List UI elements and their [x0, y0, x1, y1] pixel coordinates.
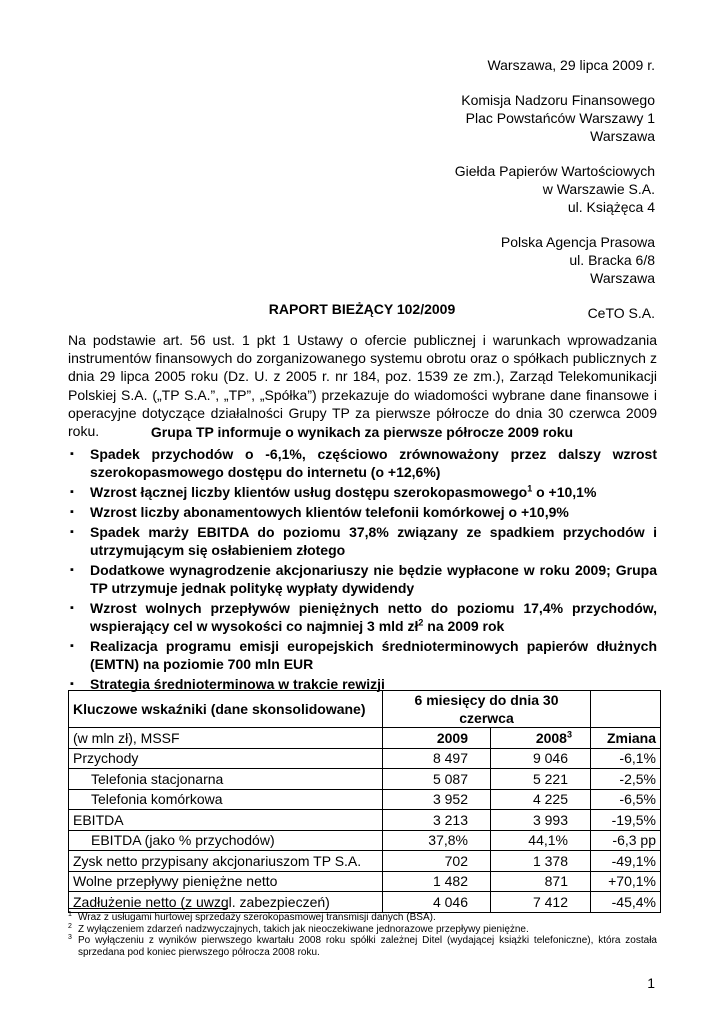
table-cell: -19,5% — [591, 810, 661, 831]
header-cell: 2009 — [383, 728, 491, 749]
bullet-text: Dodatkowe wynagrodzenie akcjonariuszy nie będzie wypłacone w roku 2009; Grupa TP utrzymuje jednak politykę wypłaty dywidendy — [90, 562, 657, 596]
table-header-row — [69, 691, 661, 728]
table-cell: Telefonia komórkowa — [69, 789, 383, 810]
recipient-block — [455, 162, 655, 216]
table-cell: 44,1% — [491, 830, 591, 851]
address-block — [455, 56, 655, 339]
table-row — [69, 748, 661, 769]
bullet-text: Wzrost liczby abonamentowych klientów telefonii komórkowej o +10,9% — [90, 504, 569, 520]
bullet-text: Spadek marży EBITDA do poziomu 37,8% związany ze spadkiem przychodów i utrzymującym się osłabieniem złotego — [90, 524, 657, 558]
bullet-icon: ▪ — [70, 640, 74, 652]
table-row — [69, 851, 661, 872]
table-cell: -6,3 pp — [591, 830, 661, 851]
table-cell: 37,8% — [383, 830, 491, 851]
footnote-text: Wraz z usługami hurtowej sprzedaży szerokopasmowej transmisji danych (BSA). — [78, 912, 436, 923]
bullet-icon: ▪ — [70, 678, 74, 690]
table-cell: 3 213 — [383, 810, 491, 831]
table-cell: 1 378 — [491, 851, 591, 872]
footnote-ref: 3 — [566, 729, 572, 740]
list-item — [68, 445, 657, 481]
table-cell: -49,1% — [591, 851, 661, 872]
address-line: Komisja Nadzoru Finansowego — [461, 92, 655, 108]
intro-paragraph: Na podstawie art. 56 ust. 1 pkt 1 Ustawy o ofercie publicznej i warunkach wprowadzania instrumentów finansowych do zorganizowanego systemu obrotu oraz o spółkach publicznych z dnia 29 lipca 2005 roku (Dz. U. z 2005 r. nr 184, poz. 1539 ze zm.), Zarząd Telekomunikacji Polskiej S.A. („TP S.A.”, „TP”, „Spółka”) przekazuje do wiadomości wybrane dane finansowe i operacyjne dotyczące działalności Grupy TP za pierwsze półrocze do dnia 30 czerwca 2009 roku. — [68, 332, 657, 440]
table-cell: Przychody — [69, 748, 383, 769]
footnotes — [68, 912, 657, 958]
bullet-icon: ▪ — [70, 506, 74, 518]
footnote: 3 Po wyłączeniu z wyników pierwszego kwartału 2008 roku spółki zależnej Ditel (wydającej książki telefoniczne), która została sprzedana pod koniec pierwszego półrocza 2008 roku. — [68, 934, 657, 958]
list-item — [68, 599, 657, 635]
header-cell: 6 miesięcy do dnia 30 czerwca — [383, 691, 591, 728]
recipient-block — [455, 91, 655, 145]
header-cell — [591, 691, 661, 728]
bullet-icon: ▪ — [70, 602, 74, 614]
table-cell: +70,1% — [591, 871, 661, 892]
table-row — [69, 789, 661, 810]
bullet-text: na 2009 rok — [423, 618, 505, 634]
table-cell: -2,5% — [591, 769, 661, 790]
footnote: 2 Z wyłączeniem zdarzeń nadzwyczajnych, takich jak nieoczekiwane jednorazowe przepływy pieniężne. — [68, 922, 529, 935]
table-cell: 5 221 — [491, 769, 591, 790]
address-line: Warszawa — [590, 270, 655, 286]
address-line: Giełda Papierów Wartościowych — [454, 163, 655, 179]
bullet-text: Spadek przychodów o -6,1%, częściowo zrównoważony przez dalszy wzrost szerokopasmowego dostępu do internetu (o +12,6%) — [90, 446, 657, 480]
table-cell: EBITDA — [69, 810, 383, 831]
bullet-text: Realizacja programu emisji europejskich średnioterminowych papierów dłużnych (EMTN) na poziomie 700 mln EUR — [90, 638, 657, 672]
table-cell: EBITDA (jako % przychodów) — [69, 830, 383, 851]
address-line: Warszawa — [590, 128, 655, 144]
report-title: RAPORT BIEŻĄCY 102/2009 — [268, 301, 456, 317]
table-cell: -45,4% — [591, 892, 661, 913]
list-item — [68, 561, 657, 597]
bullet-text: o +10,1% — [532, 484, 597, 500]
footnote-divider — [68, 908, 228, 909]
address-line: CeTO S.A. — [587, 305, 655, 321]
page-number: 1 — [647, 975, 655, 991]
bullet-icon: ▪ — [70, 448, 74, 460]
table-row — [69, 810, 661, 831]
table-cell: 4 225 — [491, 789, 591, 810]
table-header-row — [69, 728, 661, 749]
footnote-text: Z wyłączeniem zdarzeń nadzwyczajnych, takich jak nieoczekiwane jednorazowe przepływy pieniężne. — [78, 923, 529, 935]
table-cell: 871 — [491, 871, 591, 892]
table-cell: 4 046 — [383, 892, 491, 913]
place-date: Warszawa, 29 lipca 2009 r. — [487, 57, 655, 73]
bullet-icon: ▪ — [70, 564, 74, 576]
table-cell: Wolne przepływy pieniężne netto — [69, 871, 383, 892]
table-row — [69, 830, 661, 851]
table-cell: 3 952 — [383, 789, 491, 810]
header-cell: (w mln zł), MSSF — [69, 728, 383, 749]
footnote-ref: 2 — [418, 617, 424, 628]
header-cell: Zmiana — [591, 728, 661, 749]
bullet-text: Wzrost wolnych przepływów pieniężnych netto do poziomu 17,4% przychodów, wspierający cel w wysokości co najmniej 3 mld zł — [90, 600, 657, 634]
highlights-list — [68, 445, 657, 695]
table-cell: 7 412 — [491, 892, 591, 913]
table-cell: 1 482 — [383, 871, 491, 892]
bullet-text: Wzrost łącznej liczby klientów usług dostępu szerokopasmowego — [90, 484, 528, 500]
list-item — [68, 637, 657, 673]
footnote-text: Po wyłączeniu z wyników pierwszego kwartału 2008 roku spółki zależnej Ditel (wydającej książki telefoniczne), która została sprzedana pod koniec pierwszego półrocza 2008 roku. — [78, 935, 657, 958]
header-2008: 2008 — [535, 729, 567, 746]
key-indicators-table — [68, 690, 661, 913]
footnote: 1 Wraz z usługami hurtowej sprzedaży szerokopasmowej transmisji danych (BSA). — [68, 911, 436, 923]
table-row — [69, 769, 661, 790]
list-item — [68, 483, 657, 501]
address-line: ul. Bracka 6/8 — [569, 252, 655, 268]
table-cell: 702 — [383, 851, 491, 872]
table-cell: Zysk netto przypisany akcjonariuszom TP S.A. — [69, 851, 383, 872]
footnote-ref: 1 — [527, 483, 533, 494]
list-item — [68, 503, 657, 521]
table-row — [69, 871, 661, 892]
table-cell: -6,5% — [591, 789, 661, 810]
table-cell: -6,1% — [591, 748, 661, 769]
bullet-icon: ▪ — [70, 526, 74, 538]
bullet-icon: ▪ — [70, 486, 74, 498]
address-line: Plac Powstańców Warszawy 1 — [465, 110, 655, 126]
header-cell — [491, 728, 591, 749]
address-line: ul. Książęca 4 — [567, 199, 655, 215]
table-cell: 8 497 — [383, 748, 491, 769]
table-cell: 5 087 — [383, 769, 491, 790]
table-cell: 3 993 — [491, 810, 591, 831]
address-line: w Warszawie S.A. — [542, 181, 655, 197]
subtitle: Grupa TP informuje o wynikach za pierwsze półrocze 2009 roku — [150, 424, 574, 440]
table-cell: Telefonia stacjonarna — [69, 769, 383, 790]
table-cell: 9 046 — [491, 748, 591, 769]
bullet-text: Strategia średnioterminowa w trakcie rewizji — [90, 676, 385, 692]
address-line: Polska Agencja Prasowa — [500, 234, 655, 250]
header-cell: Kluczowe wskaźniki (dane skonsolidowane) — [69, 691, 383, 728]
table-cell: Zadłużenie netto (z uwzgl. zabezpieczeń) — [69, 892, 383, 913]
recipient-block — [455, 233, 655, 287]
list-item — [68, 523, 657, 559]
